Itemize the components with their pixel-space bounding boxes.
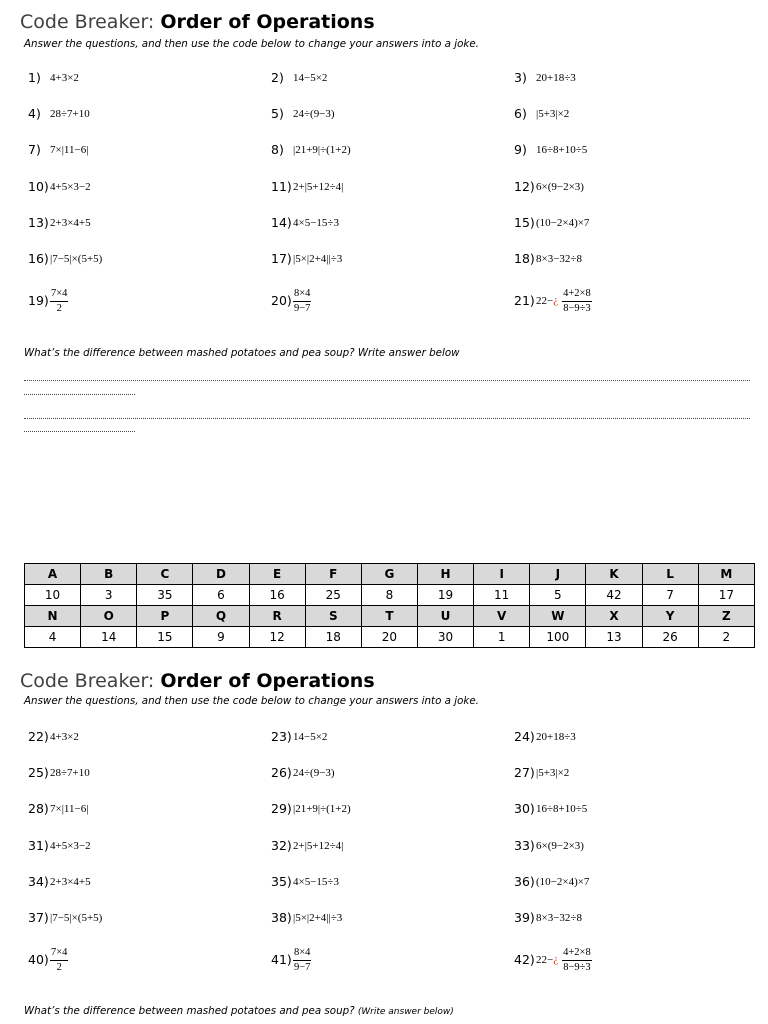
question-number: 19) <box>28 293 49 309</box>
code-letter: S <box>305 606 361 627</box>
code-letter: A <box>25 564 81 585</box>
code-letter: T <box>361 606 417 627</box>
question-13 <box>28 215 271 231</box>
question-expression: 16÷8+10÷5 <box>536 803 588 816</box>
question-number: 32) <box>271 837 292 853</box>
code-letter: G <box>361 564 417 585</box>
question-expression: 2+3×4+5 <box>50 216 91 229</box>
code-letter: U <box>417 606 473 627</box>
question-41 <box>271 945 514 975</box>
title-prefix: Code Breaker: <box>20 11 155 33</box>
question-number: 42) <box>514 952 535 968</box>
question-expression: 20+18÷3 <box>536 731 576 744</box>
answer-line <box>24 394 135 395</box>
question-27 <box>514 765 734 781</box>
question-expression: 28÷7+10 <box>50 108 90 121</box>
question-29 <box>271 801 514 817</box>
question-18 <box>514 251 734 267</box>
code-value: 18 <box>305 627 361 648</box>
code-value: 12 <box>249 627 305 648</box>
question-number: 14) <box>271 214 292 230</box>
fraction-denominator: 2 <box>56 302 62 314</box>
question-9 <box>514 142 734 158</box>
question-number: 3) <box>514 70 527 86</box>
fraction-denominator: 9−7 <box>294 302 311 314</box>
code-letter: L <box>642 564 698 585</box>
question-expression: |21+9|÷(1+2) <box>293 803 351 816</box>
instructions: Answer the questions, and then use the code below to change your answers into a joke. <box>24 694 479 707</box>
question-4 <box>28 106 271 122</box>
question-32 <box>271 838 514 854</box>
fraction-numerator: 8×4 <box>293 947 311 961</box>
question-expression: 4+3×2 <box>50 731 79 744</box>
question-number: 1) <box>28 70 41 86</box>
code-value: 26 <box>642 627 698 648</box>
code-value: 4 <box>25 627 81 648</box>
code-value: 1 <box>474 627 530 648</box>
code-value: 5 <box>530 585 586 606</box>
question-28 <box>28 801 271 817</box>
question-17 <box>271 251 514 267</box>
question-number: 24) <box>514 729 535 745</box>
code-values-row <box>25 627 755 648</box>
question-number: 29) <box>271 801 292 817</box>
question-15 <box>514 215 734 231</box>
code-letter: Y <box>642 606 698 627</box>
code-value: 11 <box>474 585 530 606</box>
question-fraction <box>50 288 68 315</box>
question-fraction <box>562 288 592 315</box>
code-value: 7 <box>642 585 698 606</box>
question-number: 38) <box>271 910 292 926</box>
code-letter: J <box>530 564 586 585</box>
code-letter: M <box>698 564 754 585</box>
question-expression: 4×5−15÷3 <box>293 875 339 888</box>
question-expression: 6×(9−2×3) <box>536 839 584 852</box>
code-letters-row <box>25 564 755 585</box>
question-expression: 4+3×2 <box>50 72 79 85</box>
joke-question: What’s the difference between mashed potatoes and pea soup? Write answer below <box>24 346 460 359</box>
question-number: 10) <box>28 178 49 194</box>
code-value: 15 <box>137 627 193 648</box>
question-expression: 4+5×3−2 <box>50 180 91 193</box>
question-number: 36) <box>514 873 535 889</box>
question-number: 13) <box>28 214 49 230</box>
code-value: 20 <box>361 627 417 648</box>
code-value: 100 <box>530 627 586 648</box>
question-12 <box>514 179 734 195</box>
question-expression: 14−5×2 <box>293 731 328 744</box>
question-37 <box>28 910 271 926</box>
code-value: 14 <box>81 627 137 648</box>
question-fraction <box>562 947 592 974</box>
question-expression: 24÷(9−3) <box>293 108 335 121</box>
question-number: 26) <box>271 765 292 781</box>
question-expression: |7−5|×(5+5) <box>50 912 103 925</box>
question-19 <box>28 286 271 316</box>
question-expression: 4×5−15÷3 <box>293 216 339 229</box>
question-fraction <box>293 288 311 315</box>
question-11 <box>271 179 514 195</box>
question-grid <box>28 60 734 325</box>
question-number: 6) <box>514 106 527 122</box>
question-40 <box>28 945 271 975</box>
question-number: 41) <box>271 952 292 968</box>
question-number: 15) <box>514 214 535 230</box>
code-letter: B <box>81 564 137 585</box>
code-value: 3 <box>81 585 137 606</box>
code-value: 9 <box>193 627 249 648</box>
code-letter: Q <box>193 606 249 627</box>
code-letters-row <box>25 606 755 627</box>
code-letter: W <box>530 606 586 627</box>
question-6 <box>514 106 734 122</box>
answer-line <box>24 380 750 381</box>
question-expression: 4+5×3−2 <box>50 839 91 852</box>
question-35 <box>271 874 514 890</box>
code-letter: R <box>249 606 305 627</box>
question-number: 33) <box>514 837 535 853</box>
joke-question <box>24 1005 454 1019</box>
code-letter: F <box>305 564 361 585</box>
code-value: 10 <box>25 585 81 606</box>
question-number: 16) <box>28 251 49 267</box>
question-expression-prefix: 22− <box>536 295 554 308</box>
question-expression: 7×|11−6| <box>50 144 89 157</box>
code-value: 8 <box>361 585 417 606</box>
question-3 <box>514 70 734 86</box>
code-value: 30 <box>417 627 473 648</box>
question-expression: 2+|5+12÷4| <box>293 839 344 852</box>
question-14 <box>271 215 514 231</box>
question-number: 17) <box>271 251 292 267</box>
instructions: Answer the questions, and then use the code below to change your answers into a joke. <box>24 37 479 50</box>
code-value: 17 <box>698 585 754 606</box>
question-number: 9) <box>514 142 527 158</box>
question-1 <box>28 70 271 86</box>
question-number: 28) <box>28 801 49 817</box>
question-21 <box>514 286 734 316</box>
question-34 <box>28 874 271 890</box>
question-25 <box>28 765 271 781</box>
question-expression: 6×(9−2×3) <box>536 180 584 193</box>
question-10 <box>28 179 271 195</box>
question-expression: 2+3×4+5 <box>50 875 91 888</box>
question-number: 35) <box>271 873 292 889</box>
question-expression: |5×|2+4||÷3 <box>293 912 343 925</box>
code-values-row <box>25 585 755 606</box>
question-number: 7) <box>28 142 41 158</box>
question-expression: |21+9|÷(1+2) <box>293 144 351 157</box>
fraction-denominator: 8−9÷3 <box>563 961 591 973</box>
question-number: 31) <box>28 837 49 853</box>
question-38 <box>271 910 514 926</box>
question-8 <box>271 142 514 158</box>
question-30 <box>514 801 734 817</box>
question-expression: (10−2×4)×7 <box>536 216 590 229</box>
question-number: 40) <box>28 952 49 968</box>
code-value: 2 <box>698 627 754 648</box>
code-value: 25 <box>305 585 361 606</box>
question-expression: 8×3−32÷8 <box>536 912 582 925</box>
question-number: 25) <box>28 765 49 781</box>
code-value: 42 <box>586 585 642 606</box>
question-23 <box>271 729 514 745</box>
question-number: 12) <box>514 178 535 194</box>
question-26 <box>271 765 514 781</box>
question-number: 22) <box>28 729 49 745</box>
fraction-numerator: 4+2×8 <box>562 947 592 961</box>
inverted-question-mark: ¿ <box>553 953 559 966</box>
fraction-numerator: 4+2×8 <box>562 288 592 302</box>
question-expression-prefix: 22− <box>536 954 554 967</box>
question-22 <box>28 729 271 745</box>
question-number: 37) <box>28 910 49 926</box>
code-letter: Z <box>698 606 754 627</box>
question-expression: 24÷(9−3) <box>293 767 335 780</box>
code-value: 13 <box>586 627 642 648</box>
question-expression: 20+18÷3 <box>536 72 576 85</box>
code-letter: I <box>474 564 530 585</box>
question-7 <box>28 142 271 158</box>
fraction-numerator: 7×4 <box>50 947 68 961</box>
question-number: 27) <box>514 765 535 781</box>
worksheet-title <box>20 11 375 33</box>
question-number: 2) <box>271 70 284 86</box>
question-expression: 8×3−32÷8 <box>536 253 582 266</box>
question-number: 5) <box>271 106 284 122</box>
question-expression: |5×|2+4||÷3 <box>293 253 343 266</box>
question-20 <box>271 286 514 316</box>
title-main: Order of Operations <box>160 670 375 692</box>
code-value: 19 <box>417 585 473 606</box>
inverted-question-mark: ¿ <box>553 294 559 307</box>
question-number: 8) <box>271 142 284 158</box>
question-42 <box>514 945 734 975</box>
joke-question-note: (Write answer below) <box>357 1006 454 1017</box>
question-grid <box>28 719 734 984</box>
question-expression: |5+3|×2 <box>536 108 570 121</box>
question-expression: |7−5|×(5+5) <box>50 253 103 266</box>
question-39 <box>514 910 734 926</box>
fraction-denominator: 9−7 <box>294 961 311 973</box>
code-letter: D <box>193 564 249 585</box>
code-letter: H <box>417 564 473 585</box>
question-expression: 14−5×2 <box>293 72 328 85</box>
title-main: Order of Operations <box>160 11 375 33</box>
code-letter: E <box>249 564 305 585</box>
question-24 <box>514 729 734 745</box>
code-table <box>24 563 755 648</box>
question-expression: (10−2×4)×7 <box>536 875 590 888</box>
question-number: 20) <box>271 293 292 309</box>
question-5 <box>271 106 514 122</box>
question-expression: 7×|11−6| <box>50 803 89 816</box>
code-letter: C <box>137 564 193 585</box>
code-letter: K <box>586 564 642 585</box>
question-2 <box>271 70 514 86</box>
question-31 <box>28 838 271 854</box>
question-number: 11) <box>271 178 292 194</box>
question-number: 4) <box>28 106 41 122</box>
answer-line <box>24 431 135 432</box>
worksheet-title <box>20 670 375 692</box>
question-16 <box>28 251 271 267</box>
title-prefix: Code Breaker: <box>20 670 155 692</box>
question-expression: 28÷7+10 <box>50 767 90 780</box>
question-expression: 2+|5+12÷4| <box>293 180 344 193</box>
code-letter: O <box>81 606 137 627</box>
code-value: 35 <box>137 585 193 606</box>
code-value: 16 <box>249 585 305 606</box>
code-letter: P <box>137 606 193 627</box>
question-36 <box>514 874 734 890</box>
answer-line <box>24 418 750 419</box>
code-value: 6 <box>193 585 249 606</box>
joke-question-text: What’s the difference between mashed potatoes and pea soup? <box>24 1004 355 1017</box>
question-33 <box>514 838 734 854</box>
code-letter: X <box>586 606 642 627</box>
question-number: 23) <box>271 729 292 745</box>
question-number: 30) <box>514 801 535 817</box>
question-number: 39) <box>514 910 535 926</box>
question-expression: 16÷8+10÷5 <box>536 144 588 157</box>
fraction-denominator: 8−9÷3 <box>563 302 591 314</box>
fraction-denominator: 2 <box>56 961 62 973</box>
question-number: 34) <box>28 873 49 889</box>
question-fraction <box>50 947 68 974</box>
question-expression: |5+3|×2 <box>536 767 570 780</box>
code-letter: N <box>25 606 81 627</box>
question-number: 21) <box>514 293 535 309</box>
question-fraction <box>293 947 311 974</box>
question-number: 18) <box>514 251 535 267</box>
fraction-numerator: 7×4 <box>50 288 68 302</box>
code-letter: V <box>474 606 530 627</box>
fraction-numerator: 8×4 <box>293 288 311 302</box>
